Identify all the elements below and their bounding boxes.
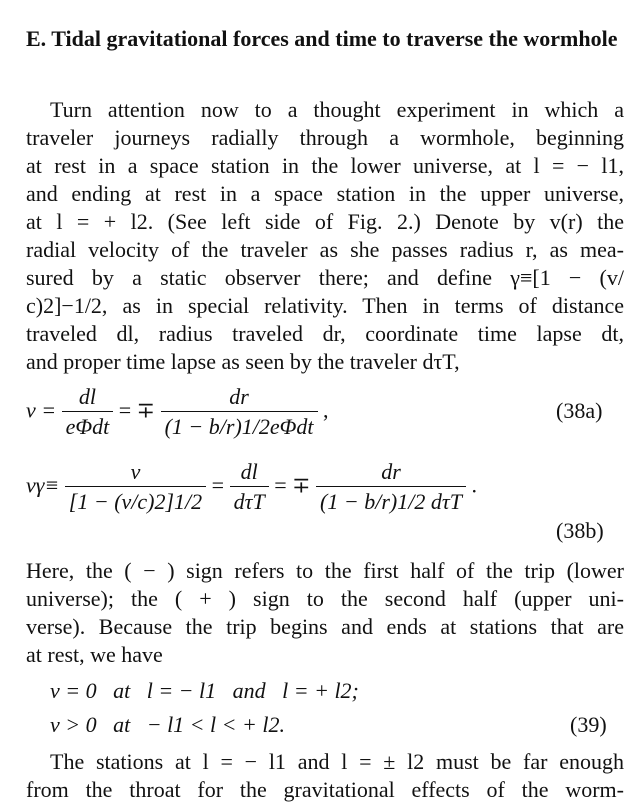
equation-38a	[26, 383, 329, 442]
eq38b-frac1-denominator: [1 − (v/c)2]1/2	[68, 489, 203, 514]
paragraph-line: Here, the ( − ) sign refers to the first half of the trip (lower	[26, 558, 624, 583]
paragraph-line: traveler journeys radially through a wormhole, beginning	[26, 125, 624, 150]
eq38b-frac1-numerator: v	[65, 458, 206, 487]
section-heading: E. Tidal gravitational forces and time to traverse the wormhole	[26, 26, 618, 51]
eq38a-frac2-numerator: dr	[161, 383, 318, 412]
eq38b-frac3-numerator: dr	[316, 458, 466, 487]
equation-number-38b: (38b)	[556, 518, 604, 543]
eq38a-sign: = ∓	[118, 397, 156, 423]
eq38b-fraction-3	[316, 458, 466, 517]
paragraph-line: and ending at rest in a space station in the upper universe,	[26, 181, 624, 206]
eq38b-fraction-1	[65, 458, 206, 517]
eq38b-equals: =	[211, 472, 225, 498]
eq38a-fraction-1	[62, 383, 114, 442]
paragraph-line: radial velocity of the traveler as she passes radius r, as mea-	[26, 237, 624, 262]
eq38b-fraction-2	[230, 458, 269, 517]
paragraph-line: at l = + l2. (See left side of Fig. 2.) Denote by v(r) the	[26, 209, 624, 234]
paragraph-line: The stations at l = − l1 and l = ± l2 must be far enough	[50, 749, 624, 774]
eq38b-sign: = ∓	[274, 472, 311, 498]
paragraph-line: sured by a static observer there; and define γ≡[1 − (v/	[26, 265, 624, 290]
eq38b-lhs: vγ≡	[26, 472, 60, 498]
paragraph-line: verse). Because the trip begins and ends at stations that are	[26, 614, 624, 639]
eq38b-frac2-numerator: dl	[230, 458, 269, 487]
eq38b-tail: .	[471, 472, 477, 498]
eq38a-frac1-denominator: eΦdt	[65, 414, 110, 439]
eq38b-frac2-denominator: dτT	[233, 489, 265, 514]
paragraph-line: c)2]−1/2, as in special relativity. Then in terms of distance	[26, 293, 624, 318]
equation-39-row-2: v > 0 at − l1 < l < + l2.	[50, 712, 285, 737]
eq38a-frac1-numerator: dl	[62, 383, 114, 412]
paragraph-line: and proper time lapse as seen by the traveler dτT,	[26, 349, 460, 374]
paragraph-line: from the throat for the gravitational effects of the worm-	[26, 777, 624, 802]
paragraph-line: Turn attention now to a thought experiment in which a	[50, 97, 624, 122]
eq38a-fraction-2	[161, 383, 318, 442]
paragraph-line: at rest in a space station in the lower universe, at l = − l1,	[26, 153, 624, 178]
paragraph-line: at rest, we have	[26, 642, 163, 667]
eq38a-tail: ,	[323, 397, 329, 423]
paragraph-line: traveled dl, radius traveled dr, coordinate time lapse dt,	[26, 321, 624, 346]
equation-38b	[26, 458, 477, 517]
equation-number-38a: (38a)	[556, 398, 603, 423]
equation-39-row-1: v = 0 at l = − l1 and l = + l2;	[50, 678, 359, 703]
eq38a-lhs: v =	[26, 397, 57, 423]
eq38a-frac2-denominator: (1 − b/r)1/2eΦdt	[164, 414, 314, 439]
paragraph-line: universe); the ( + ) sign to the second half (upper uni-	[26, 586, 624, 611]
eq38b-frac3-denominator: (1 − b/r)1/2 dτT	[320, 489, 462, 514]
equation-number-39: (39)	[570, 712, 607, 737]
